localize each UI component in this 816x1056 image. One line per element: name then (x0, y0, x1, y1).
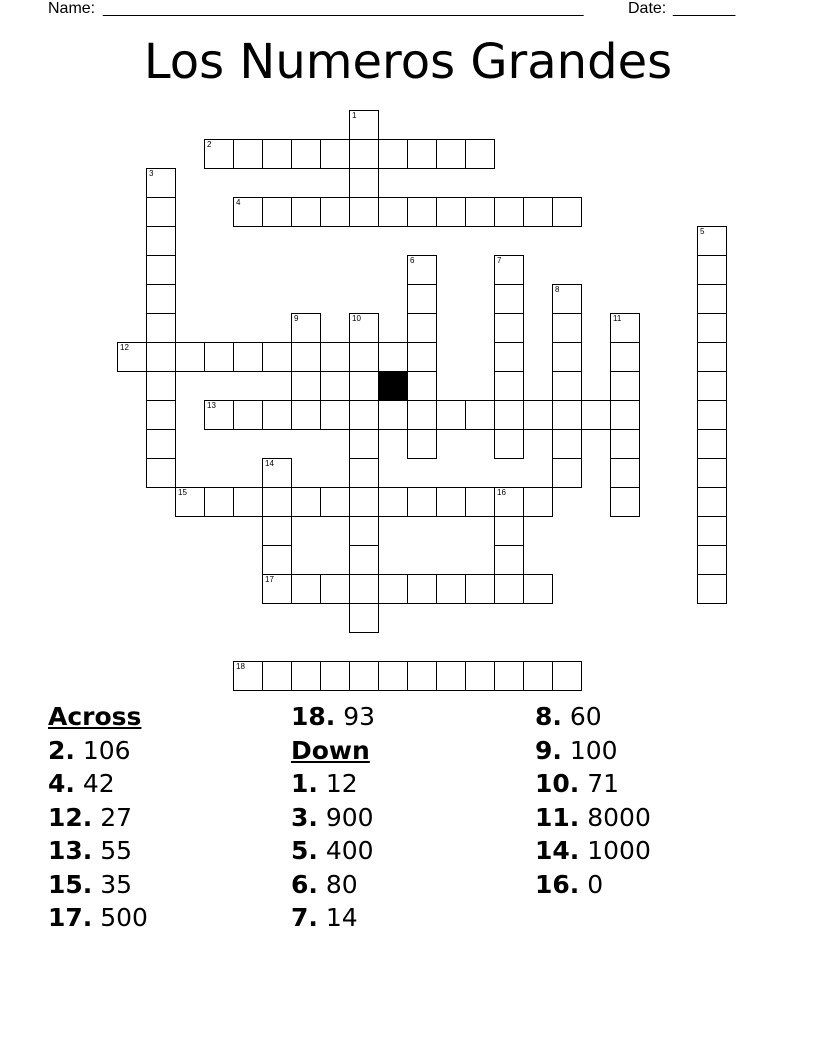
clue-text: 400 (325, 836, 374, 865)
grid-cell[interactable] (697, 574, 727, 604)
down-heading: Down (291, 735, 370, 765)
grid-cell[interactable] (697, 400, 727, 430)
clue-text: 500 (100, 903, 148, 932)
clue-number: 8 (555, 285, 560, 294)
across-clue (48, 767, 288, 801)
grid-cell[interactable] (233, 342, 263, 372)
grid-cell[interactable] (697, 342, 727, 372)
grid-cell[interactable] (436, 139, 466, 169)
grid-cell[interactable] (291, 661, 321, 691)
grid-cell[interactable] (146, 226, 176, 256)
clue-label-number: 4. (48, 769, 75, 798)
grid-cell[interactable] (320, 139, 350, 169)
grid-cell[interactable] (552, 371, 582, 401)
clue-label-number: 3. (291, 802, 318, 832)
grid-cell[interactable] (610, 400, 640, 430)
clue-text: 60 (569, 702, 602, 731)
grid-cell[interactable] (494, 313, 524, 343)
clue-text: 55 (100, 836, 133, 865)
grid-cell[interactable] (552, 400, 582, 430)
grid-cell[interactable] (349, 168, 379, 198)
grid-cell[interactable] (146, 313, 176, 343)
grid-cell[interactable] (378, 342, 408, 372)
grid-cell[interactable] (610, 371, 640, 401)
clue-text: 12 (325, 769, 358, 798)
grid-cell[interactable] (378, 574, 408, 604)
grid-cell[interactable] (320, 574, 350, 604)
name-label: Name: (48, 0, 96, 17)
clue-number: 5 (700, 227, 705, 236)
clue-number: 2 (207, 140, 212, 149)
grid-cell[interactable] (697, 284, 727, 314)
grid-cell[interactable] (349, 603, 379, 633)
clue-text: 71 (587, 769, 620, 798)
grid-cell[interactable] (378, 487, 408, 517)
grid-cell[interactable] (494, 197, 524, 227)
grid-cell[interactable] (262, 458, 292, 488)
clue-label-number: 2. (48, 735, 75, 765)
grid-cell[interactable] (494, 516, 524, 546)
grid-cell[interactable] (146, 197, 176, 227)
down-clue (291, 834, 531, 868)
down-clue (535, 700, 775, 734)
grid-cell[interactable] (233, 661, 263, 691)
across-heading: Across (48, 702, 142, 731)
grid-cell[interactable] (436, 197, 466, 227)
grid-cell[interactable] (407, 284, 437, 314)
grid-cell[interactable] (262, 661, 292, 691)
grid-cell[interactable] (262, 545, 292, 575)
grid-cell[interactable] (262, 487, 292, 517)
grid-cell[interactable] (349, 139, 379, 169)
grid-cell[interactable] (262, 574, 292, 604)
grid-cell[interactable] (697, 255, 727, 285)
down-clue (535, 734, 775, 768)
grid-cell[interactable] (407, 197, 437, 227)
grid-cell[interactable] (146, 400, 176, 430)
clue-label-number: 14. (535, 836, 580, 865)
grid-cell[interactable] (291, 197, 321, 227)
grid-cell[interactable] (320, 487, 350, 517)
grid-cell[interactable] (697, 313, 727, 343)
grid-cell[interactable] (610, 429, 640, 459)
across-clue (48, 868, 288, 902)
clue-text: 0 (587, 869, 604, 899)
grid-cell[interactable] (262, 197, 292, 227)
clue-label-number: 6. (291, 869, 318, 899)
grid-cell[interactable] (291, 487, 321, 517)
grid-cell[interactable] (349, 516, 379, 546)
grid-cell[interactable] (407, 574, 437, 604)
grid-cell[interactable] (291, 400, 321, 430)
grid-cell[interactable] (204, 139, 234, 169)
clue-number: 12 (120, 343, 129, 352)
clue-label-number: 11. (535, 802, 580, 832)
down-clue (291, 801, 531, 835)
grid-cell[interactable] (349, 400, 379, 430)
grid-cell[interactable] (436, 487, 466, 517)
clue-number: 16 (497, 488, 506, 497)
clue-text: 80 (325, 869, 358, 899)
page-title: Los Numeros Grandes (143, 34, 673, 90)
clue-number: 7 (497, 256, 502, 265)
grid-cell[interactable] (349, 197, 379, 227)
grid-cell[interactable] (523, 661, 553, 691)
grid-cell[interactable] (494, 574, 524, 604)
clue-label-number: 9. (535, 735, 562, 765)
clue-label-number: 12. (48, 802, 93, 832)
grid-cell[interactable] (494, 284, 524, 314)
clues-column-2 (291, 700, 531, 935)
clue-number: 18 (236, 662, 245, 671)
grid-cell[interactable] (320, 400, 350, 430)
down-clue (535, 801, 775, 835)
clue-label-number: 16. (535, 869, 580, 899)
grid-cell[interactable] (552, 429, 582, 459)
grid-cell[interactable] (407, 371, 437, 401)
clue-label-number: 8. (535, 702, 562, 731)
clue-number: 3 (149, 169, 154, 178)
grid-cell[interactable] (349, 371, 379, 401)
down-clue (535, 868, 775, 902)
clue-text: 8000 (587, 802, 651, 832)
grid-cell[interactable] (262, 342, 292, 372)
grid-cell[interactable] (697, 487, 727, 517)
clue-text: 93 (343, 702, 376, 731)
grid-cell[interactable] (146, 429, 176, 459)
clue-label-number: 18. (291, 702, 336, 731)
grid-cell[interactable] (407, 255, 437, 285)
grid-cell[interactable] (320, 661, 350, 691)
across-clue (48, 901, 288, 935)
grid-cell[interactable] (233, 487, 263, 517)
grid-cell[interactable] (320, 197, 350, 227)
clues-column-3 (535, 700, 775, 901)
grid-cell[interactable] (146, 342, 176, 372)
grid-cell[interactable] (407, 487, 437, 517)
grid-cell[interactable] (233, 139, 263, 169)
grid-cell[interactable] (407, 429, 437, 459)
grid-cell[interactable] (494, 545, 524, 575)
grid-cell[interactable] (146, 284, 176, 314)
grid-cell[interactable] (349, 458, 379, 488)
grid-cell[interactable] (146, 168, 176, 198)
grid-cell[interactable] (349, 574, 379, 604)
clue-number: 9 (294, 314, 299, 323)
grid-cell[interactable] (523, 574, 553, 604)
clue-number: 4 (236, 198, 241, 207)
grid-cell[interactable] (407, 661, 437, 691)
grid-cell[interactable] (291, 342, 321, 372)
clue-label-number: 13. (48, 836, 93, 865)
grid-cell[interactable] (494, 400, 524, 430)
grid-cell[interactable] (349, 313, 379, 343)
grid-cell[interactable] (407, 139, 437, 169)
clue-text: 1000 (587, 836, 651, 865)
grid-cell[interactable] (349, 110, 379, 140)
grid-cell[interactable] (146, 255, 176, 285)
clue-text: 106 (82, 735, 131, 765)
grid-cell[interactable] (494, 661, 524, 691)
grid-cell[interactable] (610, 458, 640, 488)
grid-cell[interactable] (262, 516, 292, 546)
grid-cell[interactable] (697, 226, 727, 256)
across-clue (48, 801, 288, 835)
clue-number: 13 (207, 401, 216, 410)
grid-cell[interactable] (175, 342, 205, 372)
across-clue (291, 700, 531, 734)
grid-cell[interactable] (523, 400, 553, 430)
down-clue (291, 767, 531, 801)
grid-cell[interactable] (291, 313, 321, 343)
grid-cell[interactable] (610, 342, 640, 372)
across-clue (48, 834, 288, 868)
grid-cell[interactable] (697, 516, 727, 546)
grid-cell[interactable] (610, 487, 640, 517)
grid-cell[interactable] (407, 400, 437, 430)
grid-cell[interactable] (262, 400, 292, 430)
down-clue (291, 901, 531, 935)
name-field[interactable]: ______________________________________________________ (103, 0, 584, 17)
grid-cell[interactable] (117, 342, 147, 372)
grid-cell[interactable] (697, 371, 727, 401)
grid-cell[interactable] (581, 400, 611, 430)
grid-cell[interactable] (349, 487, 379, 517)
grid-cell[interactable] (494, 255, 524, 285)
clue-label-number: 17. (48, 903, 93, 932)
grid-cell[interactable] (697, 458, 727, 488)
grid-cell[interactable] (523, 197, 553, 227)
grid-cell[interactable] (494, 371, 524, 401)
grid-cell[interactable] (349, 545, 379, 575)
grid-cell[interactable] (378, 139, 408, 169)
clues-section (0, 700, 816, 950)
grid-cell[interactable] (465, 487, 495, 517)
clue-text: 42 (82, 769, 115, 798)
clue-number: 15 (178, 488, 187, 497)
grid-cell[interactable] (378, 400, 408, 430)
grid-cell[interactable] (320, 342, 350, 372)
clue-text: 14 (325, 903, 358, 932)
grid-cell[interactable] (465, 139, 495, 169)
grid-cell[interactable] (349, 342, 379, 372)
down-clue (535, 834, 775, 868)
grid-cell[interactable] (436, 661, 466, 691)
date-label: Date: (628, 0, 667, 17)
grid-cell[interactable] (523, 487, 553, 517)
grid-cell[interactable] (436, 400, 466, 430)
grid-cell[interactable] (407, 313, 437, 343)
grid-cell[interactable] (552, 284, 582, 314)
grid-cell[interactable] (436, 574, 466, 604)
black-cell (378, 371, 408, 401)
grid-cell[interactable] (233, 197, 263, 227)
across-clue (48, 734, 288, 768)
grid-cell[interactable] (175, 487, 205, 517)
grid-cell[interactable] (494, 429, 524, 459)
clues-column-1 (48, 700, 288, 935)
clue-number: 17 (265, 575, 274, 584)
clue-number: 10 (352, 314, 361, 323)
grid-cell[interactable] (552, 313, 582, 343)
grid-cell[interactable] (378, 197, 408, 227)
clue-label-number: 1. (291, 769, 318, 798)
down-clue (291, 868, 531, 902)
grid-cell[interactable] (407, 342, 437, 372)
down-clue (535, 767, 775, 801)
grid-cell[interactable] (465, 574, 495, 604)
grid-cell[interactable] (233, 400, 263, 430)
clue-text: 900 (325, 802, 374, 832)
grid-cell[interactable] (465, 661, 495, 691)
grid-cell[interactable] (291, 574, 321, 604)
clue-label-number: 15. (48, 869, 93, 899)
grid-cell[interactable] (697, 545, 727, 575)
grid-cell[interactable] (552, 661, 582, 691)
grid-cell[interactable] (552, 458, 582, 488)
grid-cell[interactable] (494, 342, 524, 372)
clue-number: 14 (265, 459, 274, 468)
clue-number: 6 (410, 256, 415, 265)
grid-cell[interactable] (291, 371, 321, 401)
grid-cell[interactable] (204, 400, 234, 430)
grid-cell[interactable] (291, 139, 321, 169)
clue-text: 35 (100, 869, 133, 899)
clue-label-number: 10. (535, 769, 580, 798)
grid-cell[interactable] (146, 371, 176, 401)
grid-cell[interactable] (349, 429, 379, 459)
grid-cell[interactable] (262, 139, 292, 169)
grid-cell[interactable] (465, 400, 495, 430)
grid-cell[interactable] (204, 342, 234, 372)
grid-cell[interactable] (349, 661, 379, 691)
grid-cell[interactable] (204, 487, 234, 517)
grid-cell[interactable] (378, 661, 408, 691)
grid-cell[interactable] (465, 197, 495, 227)
grid-cell[interactable] (494, 487, 524, 517)
clue-label-number: 7. (291, 903, 318, 932)
grid-cell[interactable] (146, 458, 176, 488)
clue-number: 11 (613, 314, 622, 323)
grid-cell[interactable] (610, 313, 640, 343)
date-field[interactable]: _______ (673, 0, 736, 17)
clue-number: 1 (352, 111, 357, 120)
grid-cell[interactable] (697, 429, 727, 459)
clue-label-number: 5. (291, 836, 318, 865)
grid-cell[interactable] (552, 197, 582, 227)
clue-text: 100 (569, 735, 618, 765)
clue-text: 27 (100, 802, 133, 832)
grid-cell[interactable] (552, 342, 582, 372)
